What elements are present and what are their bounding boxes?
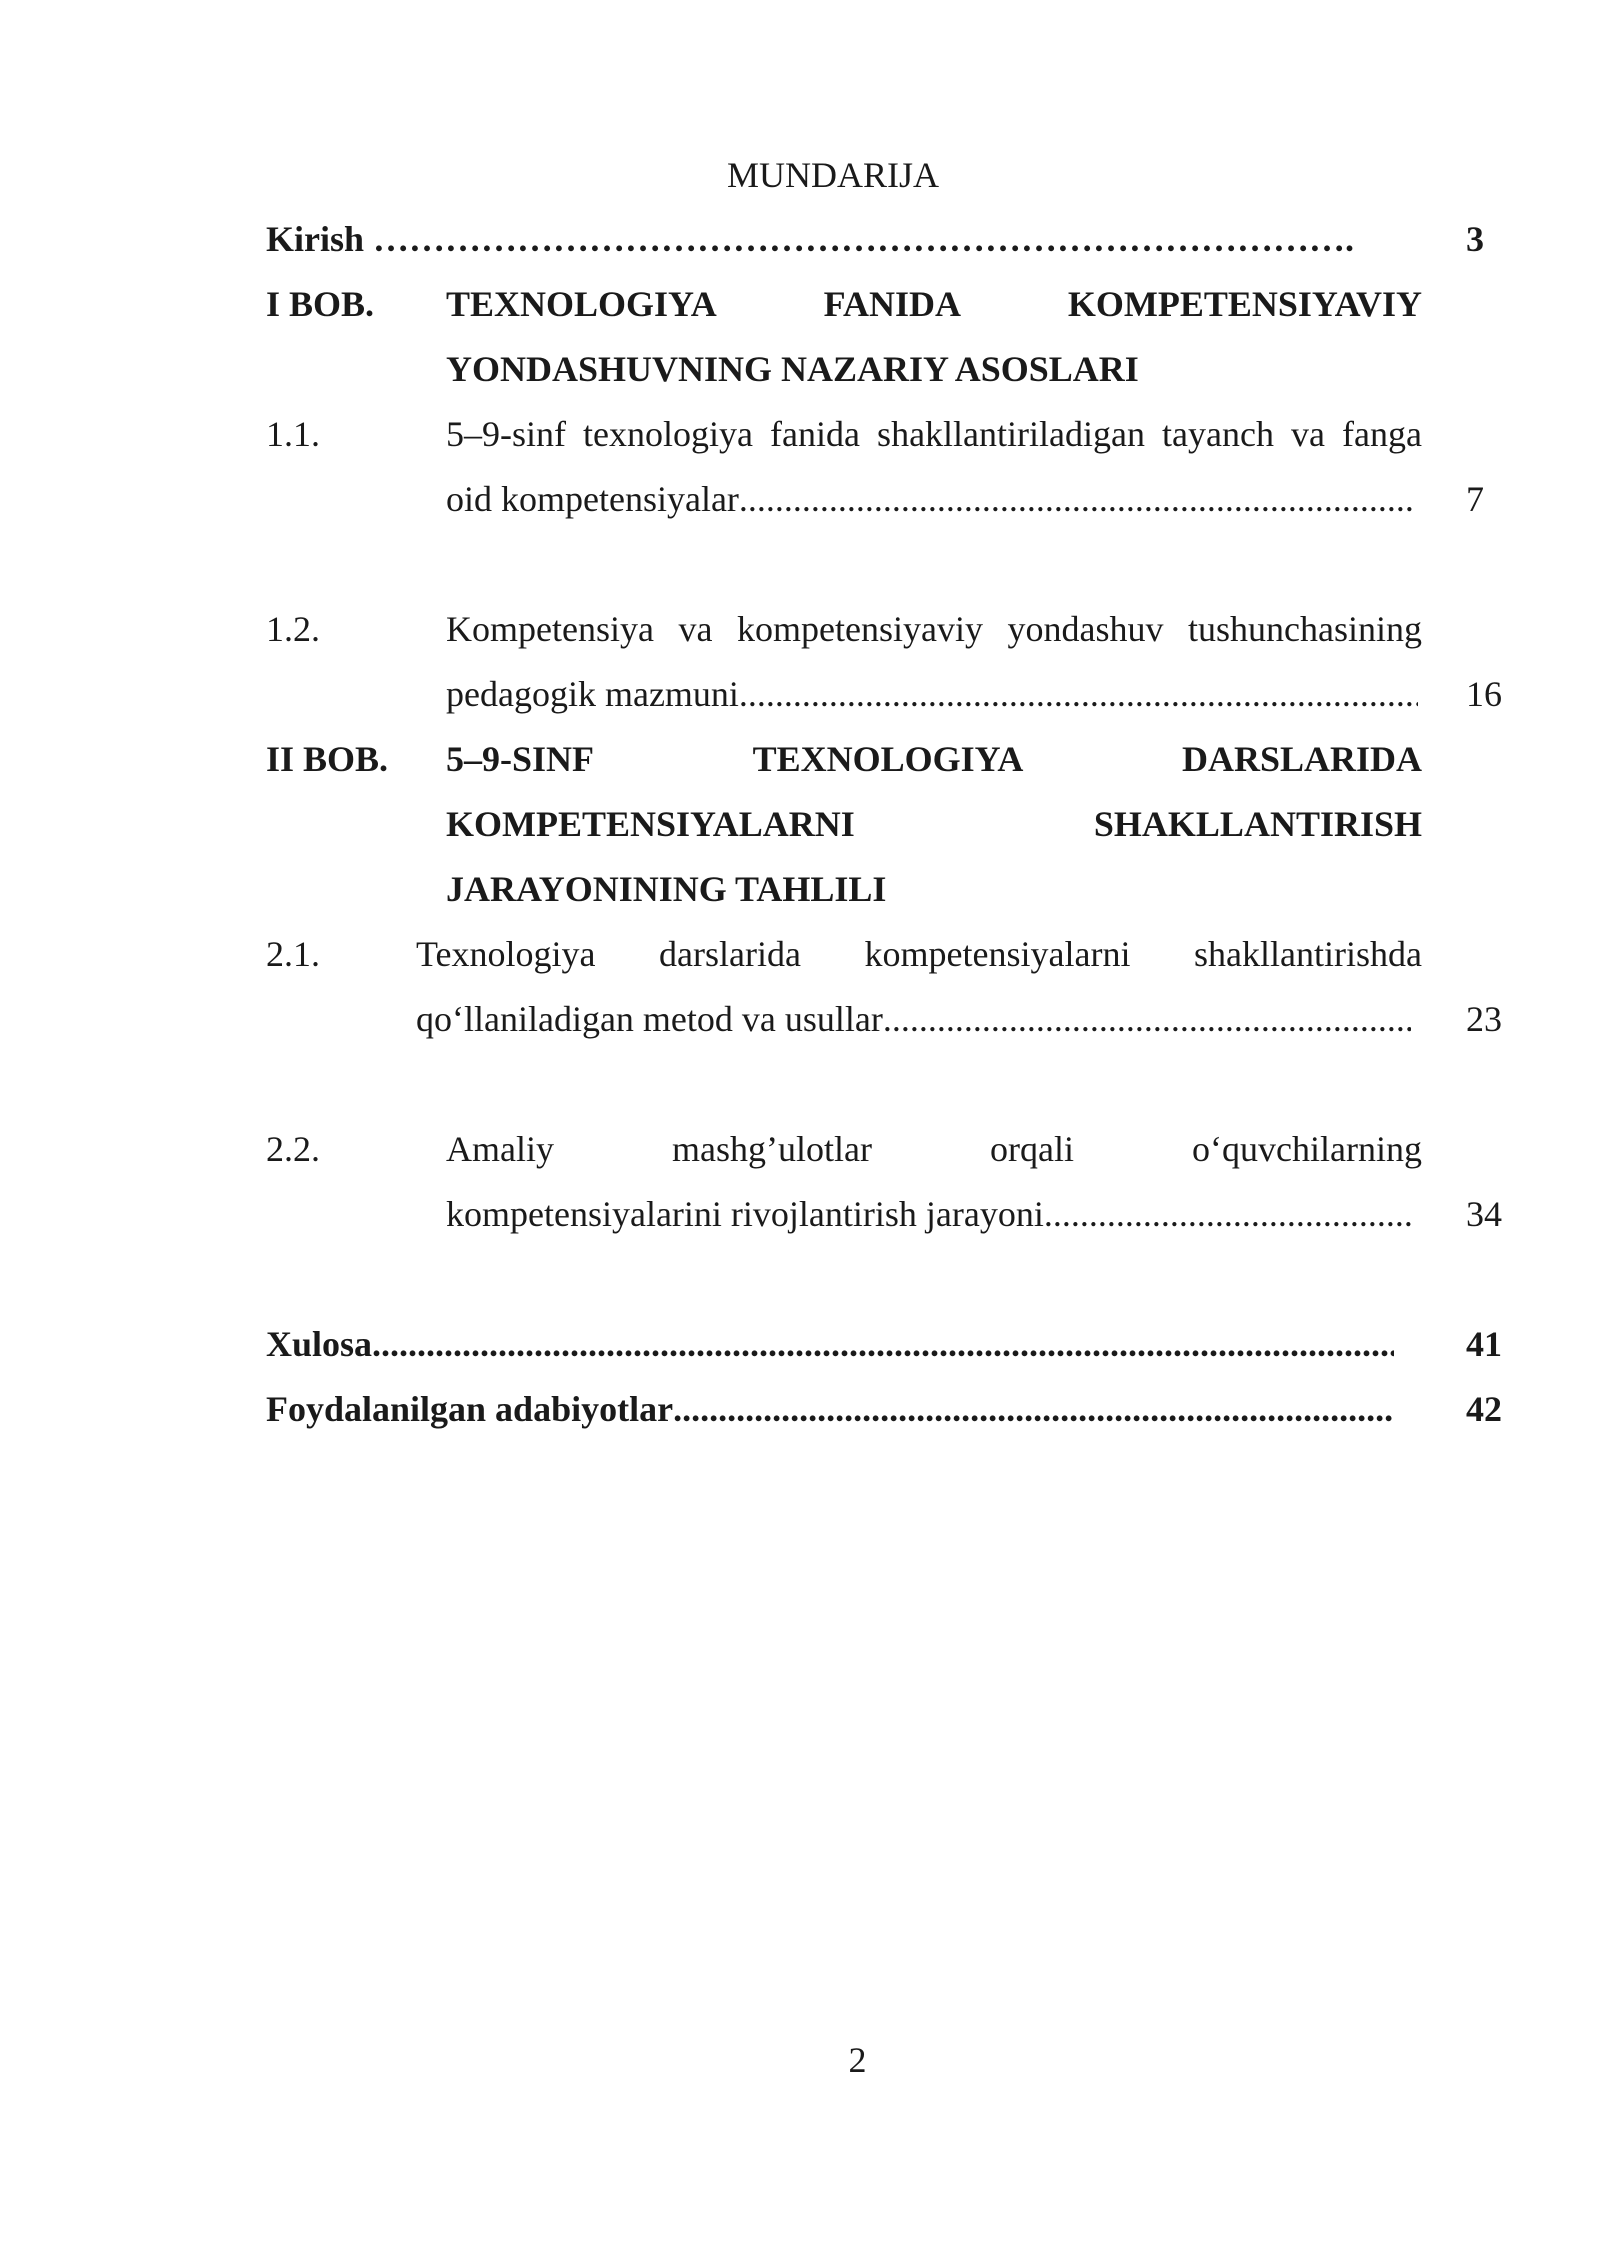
chapter-title-line: KOMPETENSIYALARNI SHAKLLANTIRISH [446,804,1422,844]
toc-title: MUNDARIJA [726,155,939,195]
section-title [446,597,1422,727]
section-title-line: pedagogik mazmuni [446,674,739,714]
toc-leader-dots [372,1312,1394,1377]
toc-entry-xulosa [266,1312,1394,1377]
section-title-line: kompetensiyalarini rivojlantirish jarayoni [446,1194,1044,1234]
toc-entry-label: Kirish [266,219,365,259]
toc-leader-dots [1044,1182,1411,1247]
section-number: 2.2. [266,1129,320,1169]
chapter-title-line: YONDASHUVNING NAZARIY ASOSLARI [446,349,1139,389]
section-title [446,1117,1422,1247]
section-number: 1.1. [266,414,320,454]
chapter-title-line: JARAYONINING TAHLILI [446,869,887,909]
toc-leader-dots [739,662,1418,727]
section-title [446,402,1422,532]
section-title [416,922,1422,1052]
toc-page-number: 16 [1466,674,1502,714]
toc-leader-dots [739,467,1416,532]
chapter-title-line: 5–9-SINF TEXNOLOGIYA DARSLARIDA [446,739,1422,779]
toc-leader-dots [883,987,1411,1052]
toc-page-number: 3 [1466,219,1484,259]
section-title-line: oid kompetensiyalar [446,479,739,519]
chapter-title [446,272,1422,402]
toc-entry-adabiyotlar [266,1377,1394,1442]
section-title-line: Amaliy mashg’ulotlar orqali o‘quvchilarning [446,1129,1422,1169]
toc-entry-leader: ………………………………………………………………………. [373,219,1355,259]
page-number: 2 [848,2040,867,2080]
chapter-number: I BOB. [266,284,375,324]
section-title-line: qo‘llaniladigan metod va usullar [416,999,883,1039]
toc-page-number: 34 [1466,1194,1502,1234]
toc-page-number: 41 [1466,1324,1502,1364]
section-title-line: Texnologiya darslarida kompetensiyalarni shakllantirishda [416,934,1422,974]
section-title-line: Kompetensiya va kompetensiyaviy yondashuv tushunchasining [446,609,1422,649]
toc-entry-label: Foydalanilgan adabiyotlar [266,1389,674,1429]
section-number: 1.2. [266,609,320,649]
toc-page-number: 42 [1466,1389,1502,1429]
toc-leader-dots [673,1377,1394,1442]
toc-entry-kirish [266,207,1416,272]
section-number: 2.1. [266,934,320,974]
toc-page-number: 23 [1466,999,1502,1039]
chapter-number: II BOB. [266,739,389,779]
section-title-line: 5–9-sinf texnologiya fanida shakllantiriladigan tayanch va fanga [446,414,1422,454]
toc-entry-label: Xulosa [266,1324,373,1364]
toc-page-number: 7 [1466,479,1484,519]
chapter-title-line: TEXNOLOGIYA FANIDA KOMPETENSIYAVIY [446,284,1422,324]
chapter-title [446,727,1422,922]
